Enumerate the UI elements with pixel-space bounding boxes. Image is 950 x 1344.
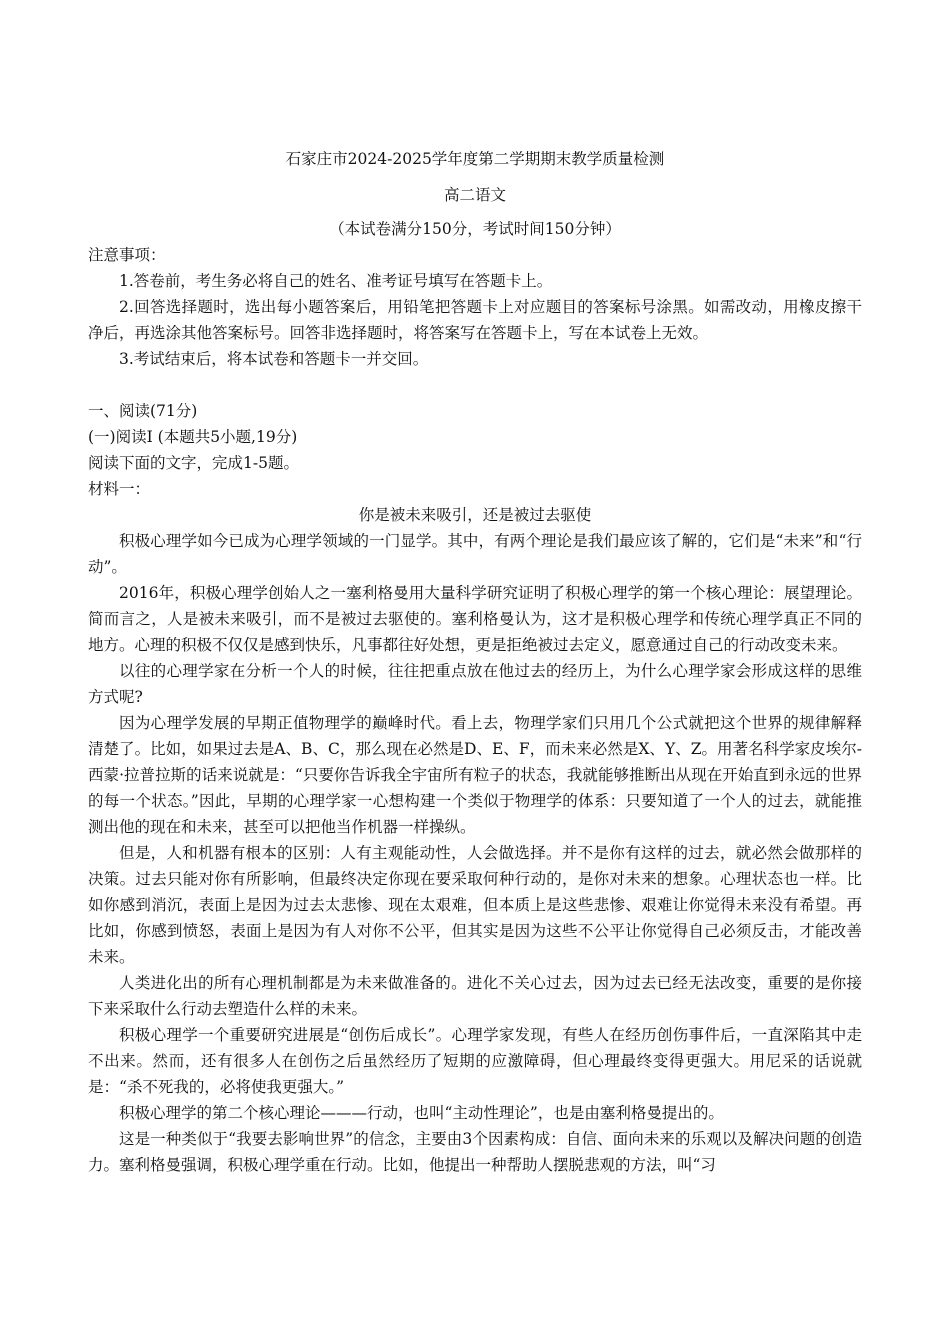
notice-item-1: 1.答卷前，考生务必将自己的姓名、准考证号填写在答题卡上。 (119, 272, 553, 290)
material-label: 材料一： (88, 480, 151, 498)
article-paragraph: 积极心理学的第二个核心理论———行动，也叫“主动性理论”，也是由塞利格曼提出的。 (119, 1104, 724, 1122)
section-subheading: (一)阅读Ⅰ (本题共5小题,19分) (88, 428, 298, 446)
exam-page (88, 146, 862, 1178)
article-paragraph: 积极心理学如今已成为心理学领域的一门显学。其中，有两个理论是我们最应该了解的，它们是“未来”和“行动”。 (88, 532, 862, 576)
exam-title: 石家庄市2024-2025学年度第二学期期末教学质量检测 (285, 150, 665, 168)
subject-title: 高二语文 (443, 186, 506, 204)
section-heading: 一、阅读(71分) (88, 402, 198, 420)
article-title: 你是被未来吸引，还是被过去驱使 (358, 506, 592, 524)
article-paragraph: 2016年，积极心理学创始人之一塞利格曼用大量科学研究证明了积极心理学的第一个核心理论：展望理论。简而言之，人是被未来吸引，而不是被过去驱使的。塞利格曼认为，这才是积极心理学和传统心理学真正不同的地方。心理的积极不仅仅是感到快乐，凡事都往好处想，更是拒绝被过去定义，愿意通过自己的行动改变未来。 (88, 584, 862, 654)
article-paragraph: 因为心理学发展的早期正值物理学的巅峰时代。看上去，物理学家们只用几个公式就把这个世界的规律解释清楚了。比如，如果过去是A、B、C，那么现在必然是D、E、F，而未来必然是X、Y、Z。用著名科学家皮埃尔-西蒙·拉普拉斯的话来说就是：“只要你告诉我全宇宙所有粒子的状态，我就能够推断出从现在开始直到永远的世界的每一个状态。”因此，早期的心理学家一心想构建一个类似于物理学的体系：只要知道了一个人的过去，就能推测出他的现在和未来，甚至可以把他当作机器一样操纵。 (88, 714, 862, 836)
article-paragraph: 但是，人和机器有根本的区别：人有主观能动性，人会做选择。并不是你有这样的过去，就必然会做那样的决策。过去只能对你有所影响，但最终决定你现在要采取何种行动的，是你对未来的想象。心理状态也一样。比如你感到消沉，表面上是因为过去太悲惨、现在太艰难，但本质上是这些悲惨、艰难让你觉得未来没有希望。再比如，你感到愤怒，表面上是因为有人对你不公平，但其实是因为这些不公平让你觉得自己必须反击，才能改善未来。 (88, 844, 862, 966)
notice-item-2: 2.回答选择题时，选出每小题答案后，用铅笔把答题卡上对应题目的答案标号涂黑。如需改动，用橡皮擦干净后，再选涂其他答案标号。回答非选择题时，将答案写在答题卡上，写在本试卷上无效。 (88, 298, 862, 342)
article-paragraph: 人类进化出的所有心理机制都是为未来做准备的。进化不关心过去，因为过去已经无法改变，重要的是你接下来采取什么行动去塑造什么样的未来。 (88, 974, 862, 1018)
section-instruction: 阅读下面的文字，完成1-5题。 (88, 454, 299, 472)
exam-info: （本试卷满分150分，考试时间150分钟） (329, 220, 621, 238)
article-paragraph: 积极心理学一个重要研究进展是“创伤后成长”。心理学家发现，有些人在经历创伤事件后，一直深陷其中走不出来。然而，还有很多人在创伤之后虽然经历了短期的应激障碍，但心理最终变得更强大。用尼采的话说就是：“杀不死我的，必将使我更强大。” (88, 1026, 862, 1096)
notice-item-3: 3.考试结束后，将本试卷和答题卡一并交回。 (119, 350, 429, 368)
article-paragraph: 以往的心理学家在分析一个人的时候，往往把重点放在他过去的经历上，为什么心理学家会形成这样的思维方式呢? (88, 662, 862, 706)
notice-heading: 注意事项： (88, 246, 166, 264)
article-paragraph: 这是一种类似于“我要去影响世界”的信念，主要由3个因素构成：自信、面向未来的乐观以及解决问题的创造力。塞利格曼强调，积极心理学重在行动。比如，他提出一种帮助人摆脱悲观的方法，叫“习 (88, 1130, 862, 1174)
